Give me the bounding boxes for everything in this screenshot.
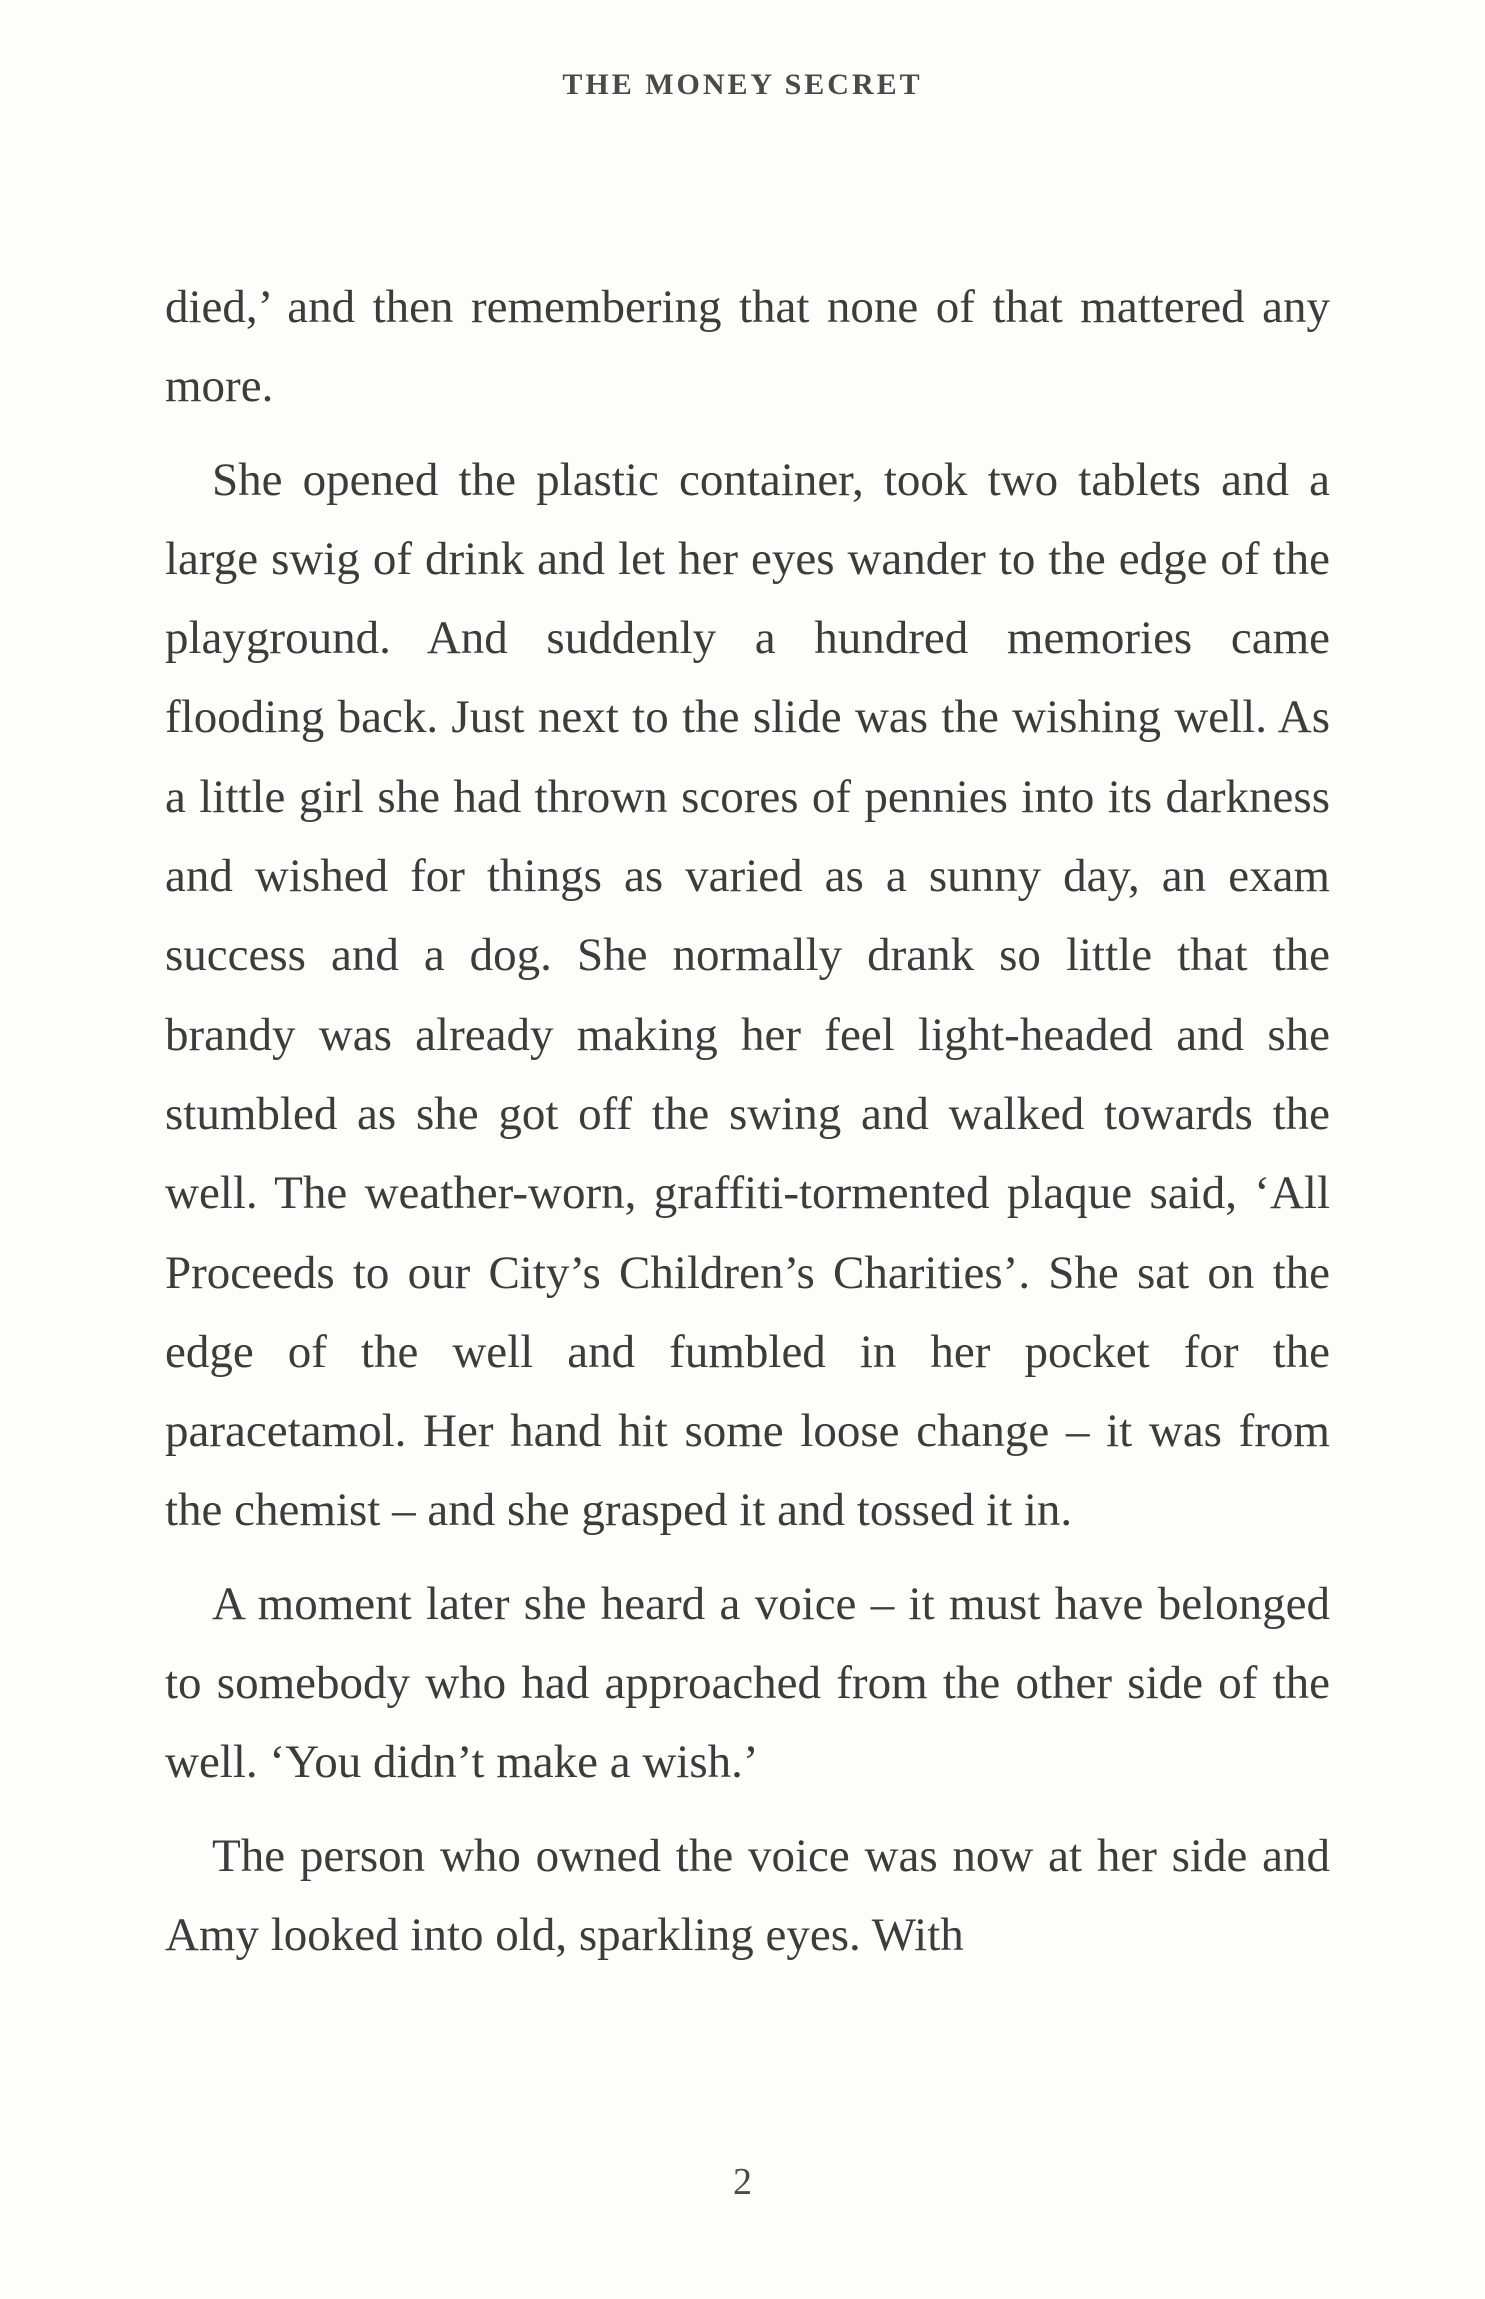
paragraph: The person who owned the voice was now at her side and Amy looked into old, sparkling eyes. With (165, 1829, 1330, 1961)
page-number: 2 (733, 2161, 752, 2203)
running-head: THE MONEY SECRET (562, 68, 923, 101)
paragraph-continued: died,’ and then remembering that none of that mattered any more. (165, 281, 1330, 413)
paragraph: A moment later she heard a voice – it must have belonged to somebody who had approached from the other side of the well. ‘You didn’t make a wish.’ (165, 1577, 1330, 1789)
paragraph: She opened the plastic container, took two tablets and a large swig of drink and let her eyes wander to the edge of the playground. And suddenly a hundred memories came flooding back. Just next to the slide was the wishing well. As a little girl she had thrown scores of pennies into its darkness and wished for things as varied as a sunny day, an exam success and a dog. She normally drank so little that the brandy was already making her feel light-headed and she stumbled as she got off the swing and walked towards the well. The weather-worn, graffiti-tormented plaque said, ‘All Proceeds to our City’s Children’s Charities’. She sat on the edge of the well and fumbled in her pocket for the paracetamol. Her hand hit some loose change – it was from the chemist – and she grasped it and tossed it in. (165, 453, 1330, 1537)
body-text (165, 268, 1330, 1989)
